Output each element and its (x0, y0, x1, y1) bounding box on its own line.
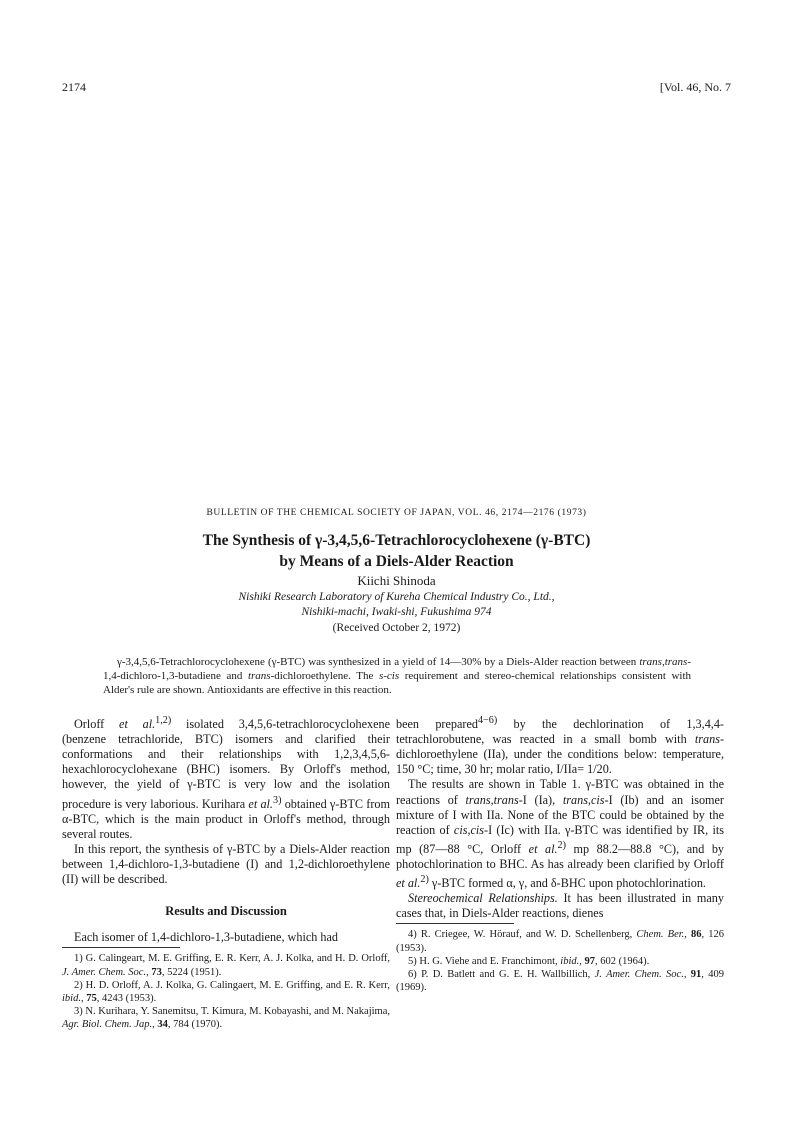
footnote-rule (62, 947, 180, 948)
right-column (396, 713, 724, 994)
results-paragraph-1-cont: been prepared$^{4-6)}$ by the dechlorination of 1,3,4,4-tetrachlorobutene, was reacted in a small bomb with trans-dichloroethylene (IIa), under the conditions below: temperature, 150 °C; time, 30 hr; molar ratio, I/IIa= 1/20. (396, 715, 724, 777)
results-paragraph-1: Each isomer of 1,4-dichloro-1,3-butadiene, which had (74, 930, 338, 945)
journal-line: BULLETIN OF THE CHEMICAL SOCIETY OF JAPAN, VOL. 46, 2174—2176 (1973) (206, 508, 587, 518)
footnote-3: 3) N. Kurihara, Y. Sanemitsu, T. Kimura, M. Kobayashi, and M. Nakajima, Agr. Biol. Chem. Jap., 34, 784 (1970). (62, 1006, 390, 1031)
footnote-6: 6) P. D. Batlett and G. E. H. Wallbillich, J. Amer. Chem. Soc., 91, 409 (1969). (396, 969, 724, 994)
author: Kiichi Shinoda (357, 573, 436, 588)
subsection-heading: Stereochemical Relationships. (408, 891, 558, 906)
footnote-5: 5) H. G. Viehe and E. Franchimont, ibid., 97, 602 (1964). (408, 955, 650, 967)
footnotes-right (396, 928, 724, 994)
footnote-4: 4) R. Criegee, W. Hörauf, and W. D. Schellenberg, Chem. Ber., 86, 126 (1953). (396, 929, 725, 954)
results-paragraph-2: The results are shown in Table 1. γ-BTC was obtained in the reactions of trans,trans-I (Ia), trans,cis-I (Ib) and an isomer mixture of I with IIa. None of the BTC could be obtained by the reaction of cis,cis-I (Ic) with IIa. γ-BTC was identified by IR, its mp (87—88 °C, Orloff et al.$^{2)}$ mp 88.2—88.8 °C), and by photochlorination to BHC. As has already been clarified by Orloff et al.$^{2)}$ γ-BTC formed α, γ, and δ-BHC upon photochlorination. (396, 777, 725, 891)
footnote-1: 1) G. Calingeart, M. E. Griffing, E. R. Kerr, A. J. Kolka, and H. D. Orloff, J. Amer. Chem. Soc., 73, 5224 (1951). (62, 953, 390, 978)
section-heading: Results and Discussion (165, 904, 287, 919)
affiliation-line-2: Nishiki-machi, Iwaki-shi, Fukushima 974 (301, 606, 492, 618)
footnotes-left (62, 952, 390, 1031)
title-line-1: The Synthesis of γ-3,4,5,6-Tetrachlorocyclohexene (γ-BTC) (202, 532, 591, 549)
affiliation-line-1: Nishiki Research Laboratory of Kureha Chemical Industry Co., Ltd., (238, 591, 555, 603)
received-date: (Received October 2, 1972) (332, 622, 461, 634)
intro-paragraph-1: Orloff et al.$^{1,2)}$ isolated 3,4,5,6-tetrachlorocyclohexene (benzene tetrachloride, BTC) isomers and clarified their conformations and their relationships with 1,2,3,4,5,6-hexachlorocyclohexane (BHC) isomers. By Orloff's method, however, the yield of γ-BTC is very low and the isolation procedure is very laborious. Kurihara et al.$^{3)}$ obtained γ-BTC from α-BTC, which is the main product in Orloff's method, through several routes. (62, 715, 390, 841)
stereochem-paragraph: Stereochemical Relationships. It has been illustrated in many cases that, in Diels-Alder reactions, dienes (396, 891, 724, 921)
page-number: 2174 (62, 80, 86, 94)
paper-title (0, 530, 793, 572)
footnote-rule-right (396, 923, 514, 924)
footnote-2: 2) H. D. Orloff, A. J. Kolka, G. Calingaert, M. E. Griffing, and E. R. Kerr, ibid., 75, 4243 (1953). (62, 979, 390, 1004)
left-column (62, 713, 390, 1032)
affiliation (0, 590, 793, 620)
intro-paragraph-2: In this report, the synthesis of γ-BTC by a Diels-Alder reaction between 1,4-dichloro-1,3-butadiene (I) and 1,2-dichloroethylene (II) will be described. (62, 841, 390, 887)
volume-label: [Vol. 46, No. 7 (659, 80, 731, 94)
title-line-2: by Means of a Diels-Alder Reaction (279, 553, 514, 570)
abstract: γ-3,4,5,6-Tetrachlorocyclohexene (γ-BTC) was synthesized in a yield of 14—30% by a Diels-Alder reaction between trans,trans-1,4-dichloro-1,3-butadiene and trans-dichloroethylene. The s-cis requirement and stereo-chemical relationships consistent with Alder's rule are shown. Antioxidants are effective in this reaction. (103, 656, 692, 697)
